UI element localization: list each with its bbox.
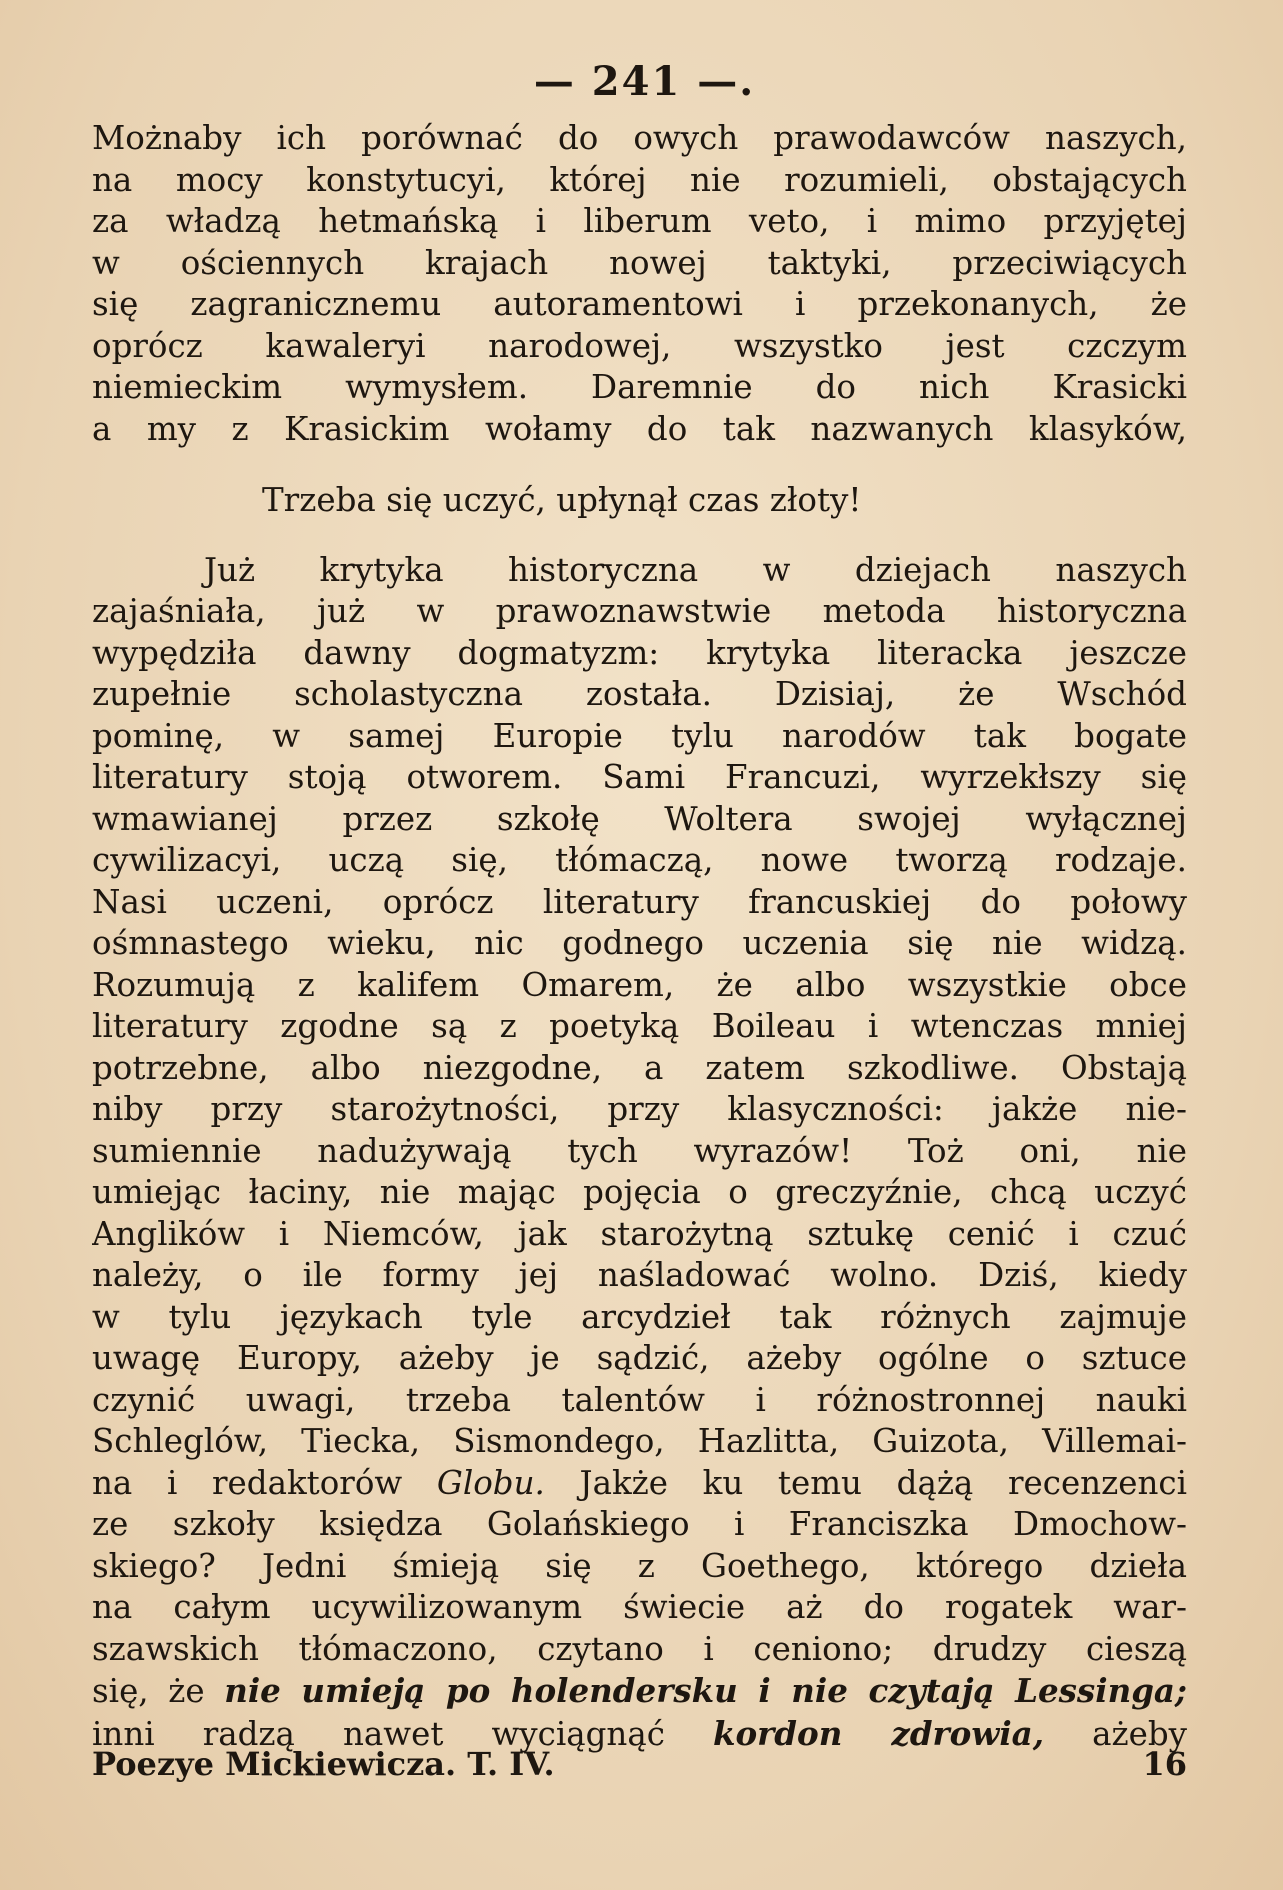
text-line: cywilizacyi, uczą się, tłómaczą, nowe tworzą rodzaje. bbox=[92, 841, 1187, 879]
text-line: literatury stoją otworem. Sami Francuzi, wyrzekłszy się bbox=[92, 758, 1187, 796]
text-line: literatury zgodne są z poetyką Boileau i wtenczas mniej bbox=[92, 1007, 1187, 1045]
text-line: Schleglów, Tiecka, Sismondego, Hazlitta, Guizota, Villemai- bbox=[92, 1422, 1187, 1460]
text-line: za władzą hetmańską i liberum veto, i mimo przyjętej bbox=[92, 202, 1187, 240]
text-line: niemieckim wymysłem. Daremnie do nich Krasicki bbox=[92, 368, 1187, 406]
text-line: Rozumują z kalifem Omarem, że albo wszystkie obce bbox=[92, 965, 1187, 1004]
text-line: ze szkoły księdza Golańskiego i Franciszka Dmochow- bbox=[92, 1505, 1187, 1543]
italic-title-globu: Globu. bbox=[436, 1463, 545, 1502]
text-line: a my z Krasickim wołamy do tak nazwanych klasyków, bbox=[92, 409, 1187, 448]
text-run: inni radzą nawet wyciągnąć bbox=[92, 1714, 713, 1753]
footer-sheet-number: 16 bbox=[1142, 1745, 1187, 1783]
page-footer bbox=[92, 1742, 1187, 1786]
text-line: oprócz kawaleryi narodowej, wszystko jest czczym bbox=[92, 326, 1187, 365]
text-line: niby przy starożytności, przy klasyczności: jakże nie- bbox=[92, 1090, 1187, 1128]
text-line-globu bbox=[92, 1463, 1187, 1505]
text-line: pominę, w samej Europie tylu narodów tak bogate bbox=[92, 716, 1187, 755]
paragraph-2 bbox=[92, 550, 1187, 1756]
text-line-lessing bbox=[92, 1670, 1187, 1713]
text-line: ośmnastego wieku, nic godnego uczenia się nie widzą. bbox=[92, 924, 1187, 962]
text-line: sumiennie nadużywają tych wyrazów! Toż oni, nie bbox=[92, 1131, 1187, 1170]
text-run: ażeby bbox=[1044, 1714, 1187, 1753]
text-run: Jakże ku temu dążą recenzenci bbox=[544, 1463, 1187, 1502]
text-line: zupełnie scholastyczna została. Dzisiaj, że Wschód bbox=[92, 675, 1187, 713]
text-line: szawskich tłómaczono, czytano i ceniono; drudzy cieszą bbox=[92, 1629, 1187, 1668]
italic-phrase-kordon: kordon zdrowia, bbox=[712, 1713, 1045, 1753]
text-line: Nasi uczeni, oprócz literatury francuskiej do połowy bbox=[92, 882, 1187, 921]
text-line: na całym ucywilizowanym świecie aż do rogatek war- bbox=[92, 1588, 1187, 1626]
text-line: należy, o ile formy jej naśladować wolno. Dziś, kiedy bbox=[92, 1256, 1187, 1294]
text-line: na mocy konstytucyi, której nie rozumieli, obstających bbox=[92, 160, 1187, 199]
text-run: się, że bbox=[92, 1672, 225, 1710]
text-line: w tylu językach tyle arcydzieł tak różnych zajmuje bbox=[92, 1297, 1187, 1336]
footer-signature: Poezye Mickiewicza. T. IV. bbox=[92, 1745, 555, 1783]
text-line: Już krytyka historyczna w dziejach naszych bbox=[204, 550, 1187, 589]
text-line: się zagranicznemu autoramentowi i przekonanych, że bbox=[92, 285, 1187, 323]
text-line: zajaśniała, już w prawoznawstwie metoda historyczna bbox=[92, 592, 1187, 630]
text-line: skiego? Jedni śmieją się z Goethego, którego dzieła bbox=[92, 1546, 1187, 1585]
text-line: w ościennych krajach nowej taktyki, przeciwiących bbox=[92, 243, 1187, 282]
text-line: wypędziła dawny dogmatyzm: krytyka literacka jeszcze bbox=[92, 633, 1187, 672]
paragraph-1 bbox=[92, 118, 1187, 450]
text-run: na i redaktorów bbox=[92, 1463, 437, 1502]
text-line: wmawianej przez szkołę Woltera swojej wyłącznej bbox=[92, 799, 1187, 838]
text-line: Możnaby ich porównać do owych prawodawców naszych, bbox=[92, 119, 1187, 157]
text-line: uwagę Europy, ażeby je sądzić, ażeby ogólne o sztuce bbox=[92, 1339, 1187, 1377]
text-line: umiejąc łaciny, nie mając pojęcia o greczyźnie, chcą uczyć bbox=[92, 1173, 1187, 1211]
text-line: czynić uwagi, trzeba talentów i różnostronnej nauki bbox=[92, 1380, 1187, 1419]
text-line: potrzebne, albo niezgodne, a zatem szkodliwe. Obstają bbox=[92, 1048, 1187, 1087]
italic-phrase-lessing: nie umieją po holendersku i nie czytają Lessinga; bbox=[224, 1671, 1187, 1710]
page-number-header: — 241 —. bbox=[533, 58, 756, 105]
quoted-verse: Trzeba się uczyć, upłynął czas złoty! bbox=[262, 481, 862, 519]
text-line: Anglików i Niemców, jak starożytną sztukę cenić i czuć bbox=[92, 1214, 1187, 1253]
